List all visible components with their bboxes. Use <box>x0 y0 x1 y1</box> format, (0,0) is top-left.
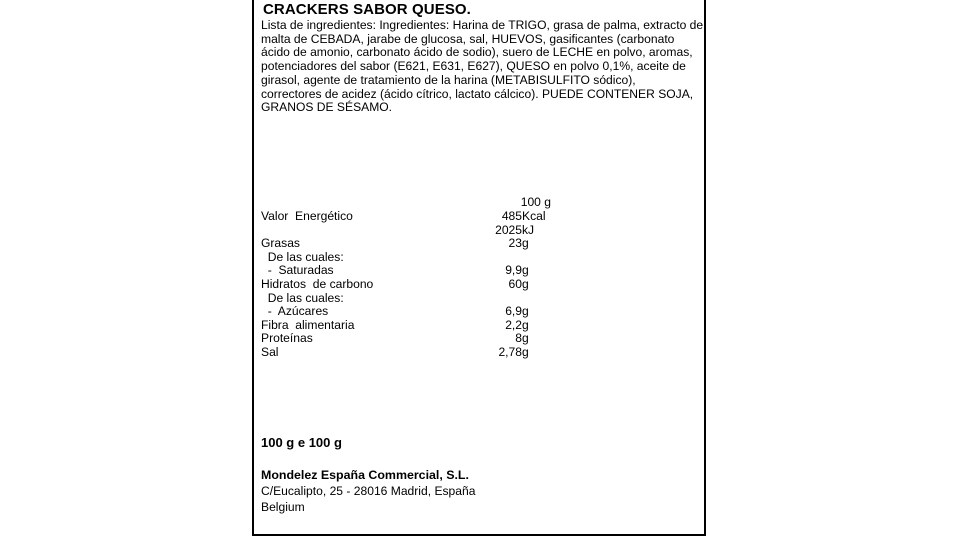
ingredients-line: correctores de acidez (ácido cítrico, lactato cálcico). PUEDE CONTENER SOJA, <box>261 86 694 101</box>
company-address: C/Eucalipto, 25 - 28016 Madrid, España <box>261 484 476 498</box>
nutrition-row <box>261 263 561 277</box>
ingredients-line: potenciadores del sabor (E621, E631, E627), QUESO en polvo 0,1%, aceite de <box>261 59 686 74</box>
nutrition-row <box>261 304 561 318</box>
portion-text: 100 g e 100 g <box>261 435 342 450</box>
nutrient-value: 2,2 <box>505 317 522 332</box>
nutrition-row <box>261 250 561 264</box>
nutrient-unit: kJ <box>522 222 535 237</box>
nutrient-unit: g <box>522 304 529 319</box>
nutrition-row <box>261 236 561 250</box>
nutrient-name: Grasas <box>261 236 300 251</box>
ingredients-line: Lista de ingredientes: Ingredientes: Harina de TRIGO, grasa de palma, extracto de <box>261 18 704 32</box>
nutrient-value: 23 <box>508 236 522 251</box>
nutrient-unit: g <box>522 277 529 291</box>
nutrient-name: Hidratos de carbono <box>261 277 374 291</box>
nutrition-row <box>261 277 561 291</box>
ingredients-line: girasol, agente de tratamiento de la harina (METABISULFITO sódico), <box>261 72 636 87</box>
nutrient-value: 6,9 <box>505 304 522 319</box>
nutrition-row <box>261 223 561 237</box>
nutrient-unit: g <box>522 331 529 346</box>
nutrient-value: 2025 <box>495 222 522 237</box>
nutrient-name: - Saturadas <box>261 263 334 278</box>
nutrient-value: 9,9 <box>505 263 522 278</box>
nutrient-name: Valor Energético <box>261 209 353 223</box>
nutrient-name: Fibra alimentaria <box>261 317 355 332</box>
nutrient-value: 485 <box>501 209 522 223</box>
nutrition-row <box>261 331 561 345</box>
ingredients-list <box>261 18 704 115</box>
company-country: Belgium <box>261 499 305 514</box>
nutrition-row <box>261 345 561 359</box>
nutrition-row <box>261 209 561 223</box>
company-name: Mondelez España Commercial, S.L. <box>261 468 469 482</box>
nutrient-name: De las cuales: <box>261 249 344 264</box>
ingredients-line: ácido de amonio, carbonato ácido de sodio), suero de LECHE en polvo, aromas, <box>261 45 693 60</box>
nutrient-unit: Kcal <box>522 209 546 223</box>
company-address-block <box>261 484 475 515</box>
nutrient-name: Sal <box>261 345 279 359</box>
product-title: CRACKERS SABOR QUESO. <box>263 1 471 18</box>
nutrient-name: Proteínas <box>261 331 313 346</box>
nutrient-name: De las cuales: <box>261 290 344 305</box>
nutrient-value: 8 <box>515 331 522 346</box>
ingredients-line: GRANOS DE SÉSAMO. <box>261 100 393 115</box>
nutrient-unit: g <box>522 345 529 359</box>
nutrient-value: 60 <box>508 277 522 291</box>
nutrient-name: - Azúcares <box>261 304 329 319</box>
nutrient-unit: g <box>522 263 529 278</box>
ingredients-line: malta de CEBADA, jarabe de glucosa, sal, HUEVOS, gasificantes (carbonato <box>261 31 675 46</box>
nutrient-unit: g <box>522 317 529 332</box>
nutrient-unit: g <box>522 236 529 251</box>
nutrient-value: 2,78 <box>498 345 522 359</box>
nutrition-column-header: 100 g <box>520 195 551 209</box>
nutrition-row <box>261 318 561 332</box>
nutrition-row <box>261 291 561 305</box>
